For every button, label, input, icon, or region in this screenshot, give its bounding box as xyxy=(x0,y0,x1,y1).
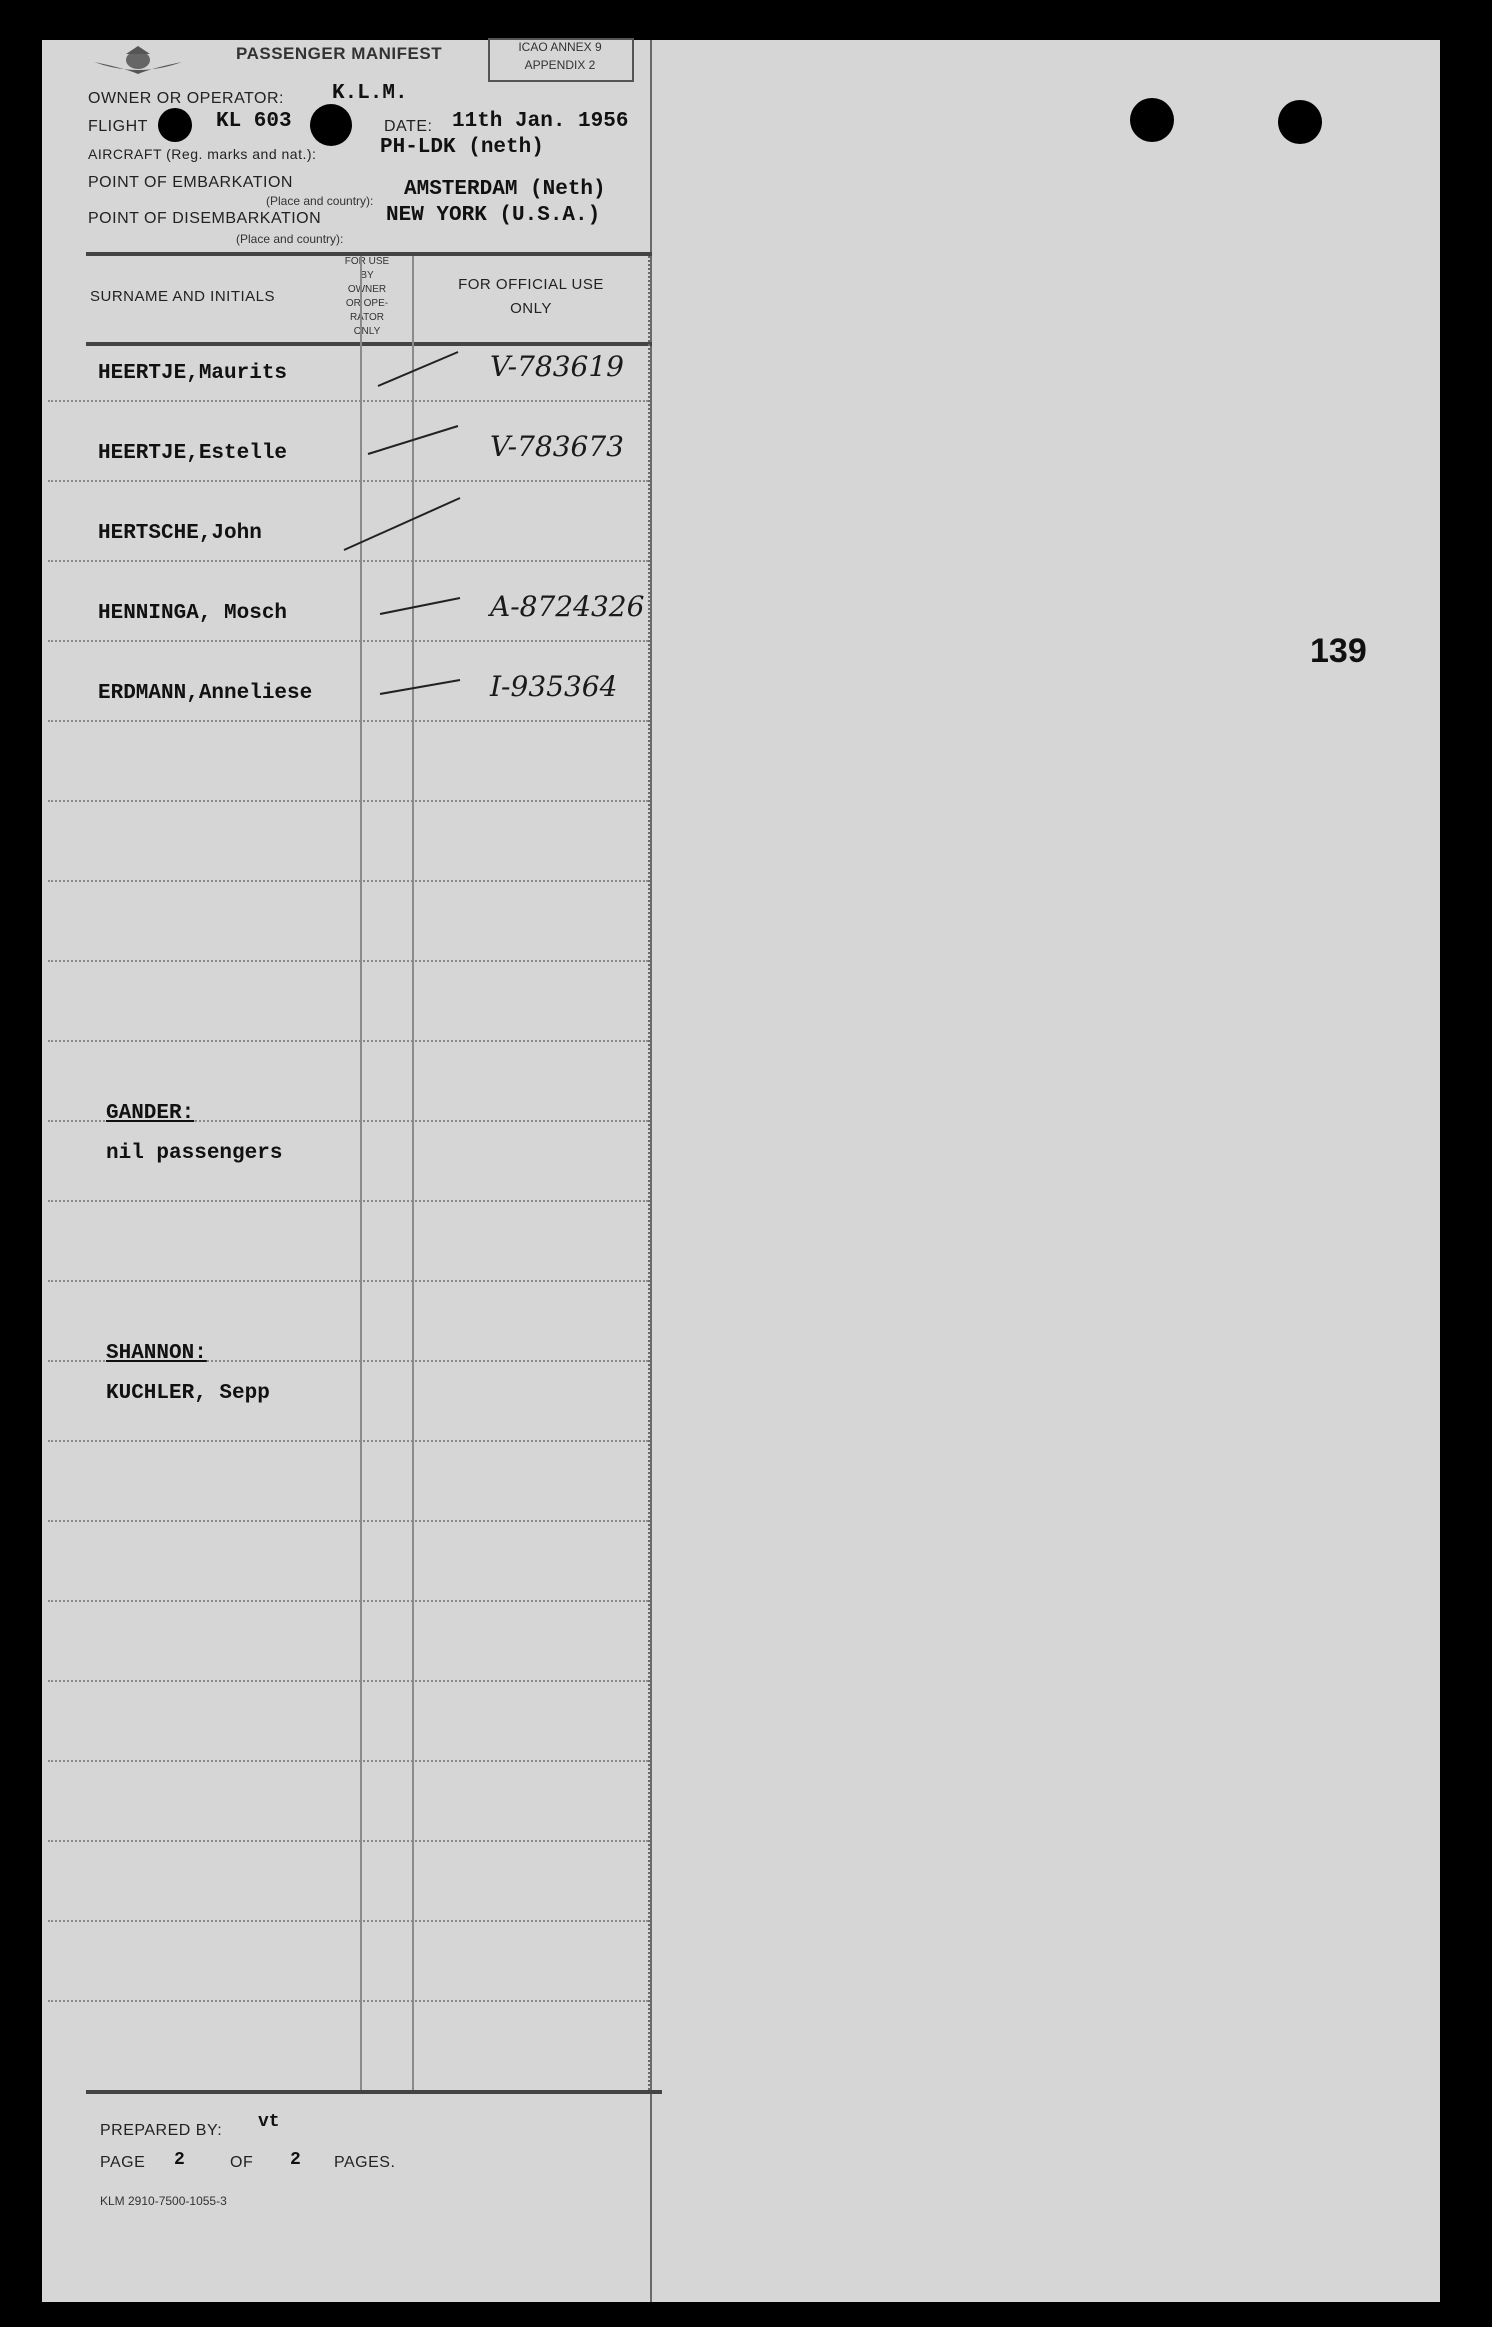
gander-heading: GANDER: xyxy=(106,1102,195,1125)
col-owner-use-5: RATOR xyxy=(349,312,385,323)
col-owner-use-6: ONLY xyxy=(353,326,381,337)
shannon-passenger: KUCHLER, Sepp xyxy=(106,1382,270,1405)
page-number: 139 xyxy=(1310,632,1367,670)
row-separator xyxy=(48,1760,648,1762)
row-separator xyxy=(48,1200,648,1202)
row-separator xyxy=(48,1680,648,1682)
row-separator xyxy=(48,880,648,882)
owner-value: K.L.M. xyxy=(332,82,408,105)
disembark-label: POINT OF DISEMBARKATION xyxy=(88,210,322,227)
passenger-name-3: HERTSCHE,John xyxy=(98,522,262,545)
col-official-header-1: FOR OFFICIAL USE xyxy=(458,276,604,293)
col-official-header-2: ONLY xyxy=(510,300,552,317)
row-separator xyxy=(48,720,648,722)
embark-value: AMSTERDAM (Neth) xyxy=(404,178,606,201)
form-code: KLM 2910-7500-1055-3 xyxy=(100,2194,227,2208)
aircraft-value: PH-LDK (neth) xyxy=(380,136,544,159)
passenger-official-4: A-8724326 xyxy=(490,590,645,623)
disembark-value: NEW YORK (U.S.A.) xyxy=(386,204,601,227)
col-divider-3 xyxy=(648,256,650,2090)
owner-label: OWNER OR OPERATOR: xyxy=(88,90,284,107)
shannon-heading: SHANNON: xyxy=(106,1342,207,1365)
passenger-official-5: I-935364 xyxy=(490,670,618,703)
row-separator xyxy=(48,1280,648,1282)
passenger-name-5: ERDMANN,Anneliese xyxy=(98,682,313,705)
form-title: PASSENGER MANIFEST xyxy=(236,44,443,63)
row-separator xyxy=(48,1840,648,1842)
col-owner-use-4: OR OPE- xyxy=(345,298,389,309)
punch-hole-right xyxy=(1278,100,1322,144)
flight-label: FLIGHT xyxy=(88,118,148,135)
embark-label: POINT OF EMBARKATION xyxy=(88,174,293,191)
klm-logo-icon xyxy=(92,44,184,84)
date-value: 11th Jan. 1956 xyxy=(452,110,629,133)
col-surname-header: SURNAME AND INITIALS xyxy=(90,288,276,305)
prepared-value: vt xyxy=(258,2112,280,2132)
date-label: DATE: xyxy=(384,118,433,135)
flight-value: KL 603 xyxy=(216,110,292,133)
disembark-sub: (Place and country): xyxy=(236,232,344,246)
check-marks xyxy=(330,330,500,710)
row-separator xyxy=(48,1520,648,1522)
aircraft-label: AIRCRAFT (Reg. marks and nat.): xyxy=(88,146,317,162)
col-owner-use-2: BY xyxy=(360,270,374,281)
punch-hole-left xyxy=(1130,98,1174,142)
footer-rule xyxy=(86,2090,662,2094)
passenger-official-2: V-783673 xyxy=(490,430,624,463)
col-owner-use-3: OWNER xyxy=(347,284,387,295)
page-label: PAGE xyxy=(100,2154,146,2171)
of-label: OF xyxy=(230,2154,254,2171)
row-separator xyxy=(48,2000,648,2002)
row-separator xyxy=(48,1920,648,1922)
passenger-name-2: HEERTJE,Estelle xyxy=(98,442,288,465)
row-separator xyxy=(48,1600,648,1602)
row-separator xyxy=(48,960,648,962)
page-value: 2 xyxy=(174,2150,185,2170)
prepared-label: PREPARED BY: xyxy=(100,2122,223,2139)
embark-sub: (Place and country): xyxy=(266,194,374,208)
pages-label: PAGES. xyxy=(334,2154,396,2171)
gander-note: nil passengers xyxy=(106,1142,283,1165)
col-owner-use-1: FOR USE xyxy=(344,256,390,267)
row-separator xyxy=(48,1040,648,1042)
row-separator xyxy=(48,1440,648,1442)
row-separator xyxy=(48,800,648,802)
of-value: 2 xyxy=(290,2150,301,2170)
passenger-official-1: V-783619 xyxy=(490,350,624,383)
passenger-name-4: HENNINGA, Mosch xyxy=(98,602,288,625)
annex-line1: ICAO ANNEX 9 xyxy=(518,40,602,54)
passenger-name-1: HEERTJE,Maurits xyxy=(98,362,288,385)
annex-line2: APPENDIX 2 xyxy=(524,58,596,72)
